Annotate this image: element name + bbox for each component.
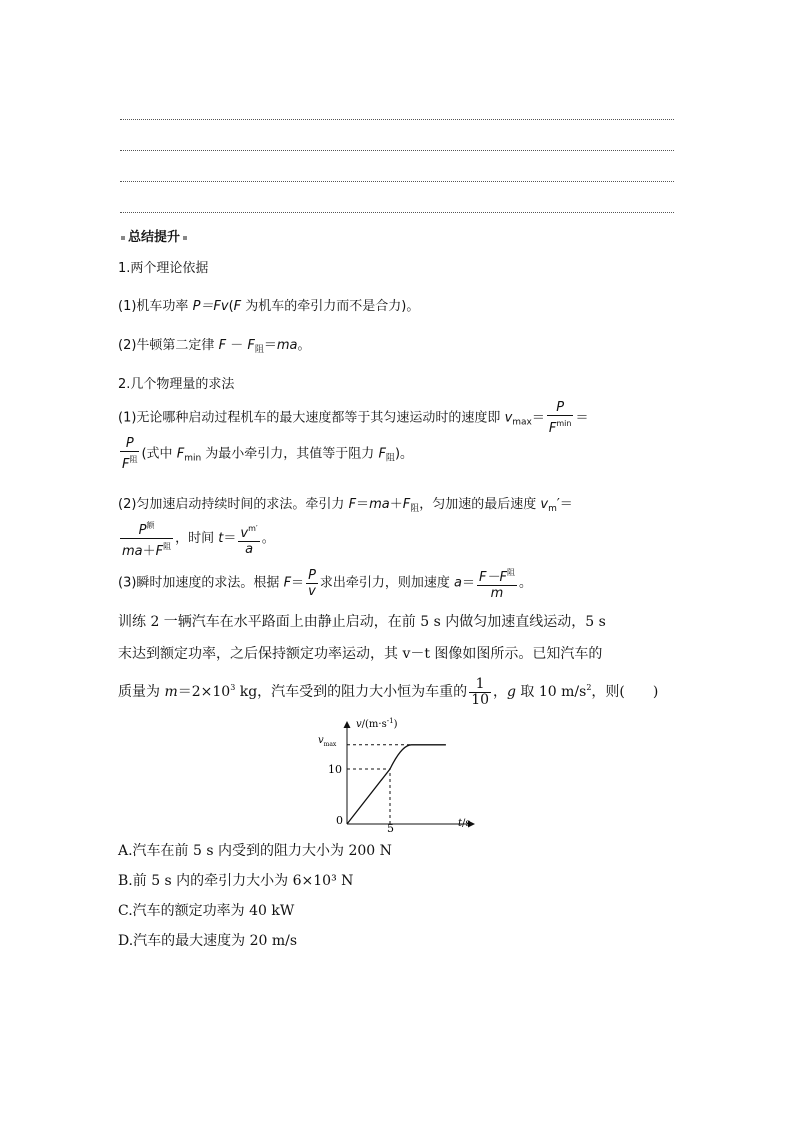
problem-line2: 末达到额定功率，之后保持额定功率运动，其 v－t 图像如图所示。已知汽车的 <box>118 646 603 662</box>
section2-item1-line1: (1)无论哪种启动过程机车的最大速度都等于其匀速运动时的速度即 $v_{max}=$ $\frac{P}{F^{min}}$ ＝ <box>118 400 589 436</box>
fraction: $\frac{v^{m'}}{a}$ <box>238 521 259 557</box>
section1-item2: (2)牛顿第二定律 $F - F_阻=ma$。 <box>118 338 311 355</box>
answer-line <box>120 212 674 213</box>
problem-line1: 训练 2 一辆汽车在水平路面上由静止启动，在前 5 s 内做匀加速直线运动，5 s <box>118 614 606 630</box>
option-b[interactable]: B.前 5 s 内的牵引力大小为 6×10³ N <box>118 873 354 889</box>
section2-title: 2.几个物理量的求法 <box>118 377 235 392</box>
velocity-time-chart <box>314 714 484 832</box>
answer-line <box>120 181 674 182</box>
y-tick-label: 10 <box>328 763 342 776</box>
y-axis-label: $v/(m\cdot s^{-1})$ <box>356 717 398 730</box>
velocity-curve <box>347 745 446 824</box>
square-bullet-icon <box>121 236 125 240</box>
option-a[interactable]: A.汽车在前 5 s 内受到的阻力大小为 200 N <box>118 843 392 859</box>
section2-item1-line2: $\frac{P}{F^阻}$ (式中 $F_{min}$ 为最小牵引力，其值等于阻力 $F_阻$)。 <box>122 436 414 472</box>
x-tick-label: 5 <box>387 822 394 832</box>
fraction: $\frac{P}{F^阻}$ <box>122 436 138 472</box>
option-c[interactable]: C.汽车的额定功率为 40 kW <box>118 903 295 919</box>
section2-item3: (3)瞬时加速度的求法。根据 F＝ $\frac{P}{v}$ 求出牵引力，则加速度 a＝ $\frac{F-F^阻}{m}$ 。 <box>118 565 532 602</box>
fraction: $\frac{P}{v}$ <box>308 567 316 599</box>
section2-item2-line1: (2)匀加速启动持续时间的求法。牵引力 $F=ma+F_阻$，匀加速的最后速度 $v_m'=$ <box>118 497 573 514</box>
x-axis-label: t/s <box>458 818 471 829</box>
y-tick-label-vmax: $v_{max}$ <box>318 735 337 748</box>
fraction: $\frac{P^额}{ma+F^阻}$ <box>120 518 173 559</box>
answer-line <box>120 119 674 120</box>
summary-heading: 总结提升 <box>118 229 190 247</box>
fraction: $\frac{F-F^阻}{m}$ <box>477 565 517 601</box>
fraction: $\frac{P}{F^{min}}$ <box>548 400 572 436</box>
square-bullet-icon <box>183 236 187 240</box>
answer-line <box>120 150 674 151</box>
section2-item2-line2: $\frac{P^额}{ma+F^阻}$ ，时间 t＝ $\frac{v^{m'}}{a}$ 。 <box>118 518 275 559</box>
fraction: $\frac{1}{10}$ <box>471 675 490 708</box>
section1-title: 1.两个理论依据 <box>118 261 209 276</box>
section1-item1: (1)机车功率 P＝Fv(F 为机车的牵引力而不是合力)。 <box>118 299 420 314</box>
origin-label: 0 <box>336 814 343 827</box>
problem-line3: 质量为 $m=2\times 10^3$ kg，汽车受到的阻力大小恒为车重的 $\frac{1}{10}$ ，g 取 10 $m/s^2$，则( ) <box>118 675 659 708</box>
option-d[interactable]: D.汽车的最大速度为 20 m/s <box>118 933 298 949</box>
